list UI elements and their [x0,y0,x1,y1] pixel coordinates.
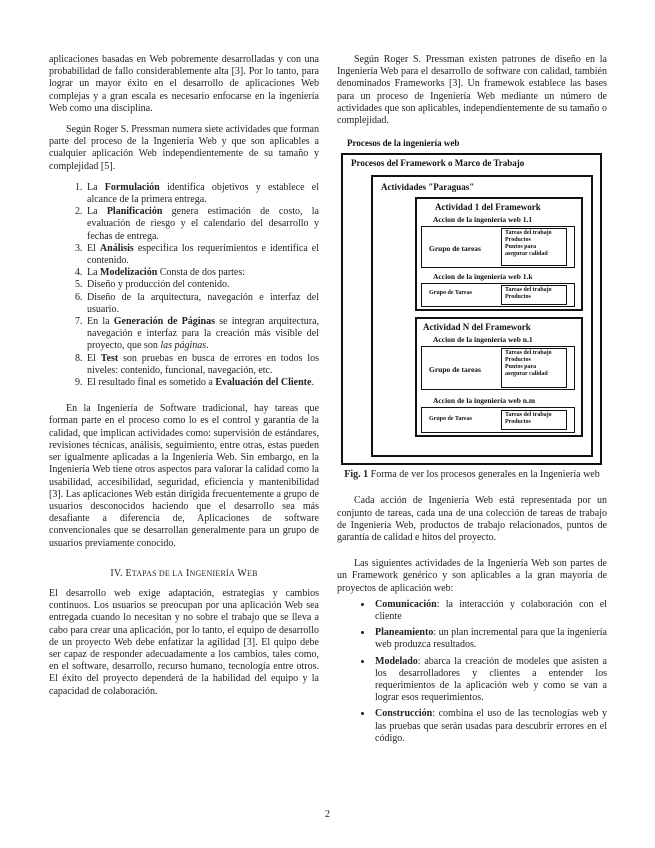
task-item: asegurar calidad [505,251,548,258]
right-column [337,54,607,749]
framework-process-label: Procesos del Framework o Marco de Trabajo [351,158,525,169]
list-item: 7. En la Generación de Páginas se integran arquitectura, navegación e interfaz para la creación más visible del proyecto, que son las páginas. [85,316,319,353]
task-item: Puntos para [505,364,537,371]
list-item: 4. La Modelización Consta de dos partes: [85,267,319,279]
left-column [49,54,319,698]
section-heading: IV. ETAPAS DE LA INGENIERÍA WEB [110,567,258,579]
paragraph: Las siguientes actividades de la Ingeniería Web son partes de un Framework genérico y son aplicables a la gran mayoría de proyectos de aplicación web: [337,558,607,594]
action-label: Accion de la ingeniería web 1.k [433,272,533,282]
list-item: 1. La Formulación identifica objetivos y establece el alcance de la primera entrega. [85,182,319,206]
task-item: asegurar calidad [505,371,548,378]
paragraph: En la Ingeniería de Software tradicional, hay tareas que forman parte en el proceso como lo es el control y garantía de la calidad, que implican actividades como: supervisión de estándares, revisiones técnicas, análisis, seguimiento, entre otras, estas pueden ser igualmente aplicadas a la Ingeniería Web. Sin embargo, en la Ingeniería Web tiene otros aspectos para valorar la calidad como la usabilidad, accesibilidad, seguridad, eficiencia y mantenibilidad [3]. Las aplicaciones Web están dirigida frecuentemente a grupo de usuarios desconocidos haciendo que el desarrollo sea más desafiante a diferencia de, Aplicaciones de software convencionales que se desarrollan generalmente para un grupo de usuarios previamente conocido. [49,403,319,549]
action-label: Accion de la ingeniería web n.1 [433,335,533,345]
action-label: Accion de la ingeniería web 1.1 [433,215,533,225]
action-label: Accion de la ingeniería web n.m [433,396,536,406]
list-item: 2. La Planificación genera estimación de costo, la evaluación de riesgo y el calendario del desarrollo y fechas de entrega. [85,206,319,243]
list-item: • Modelado: abarca la creación de modeles que asisten a los desarrolladores y clientes a entender los requerimientos de la aplicación web y como se van a lograr esos requerimientos. [373,656,607,705]
task-item: Productos [505,237,531,244]
list-item: • Construcción: combina el uso de las tecnologías web y las pruebas que serán usadas para descubrir errores en el código. [373,708,607,745]
task-group-label: Grupo de Tareas [429,416,472,423]
activity-1-label: Actividad 1 del Framework [435,202,541,213]
list-item: 6. Diseño de la arquitectura, navegación e interfaz del usuario. [85,292,319,316]
figure-title: Procesos de la ingeniería web [347,138,460,149]
task-item: Productos [505,294,531,301]
paragraph: Cada acción de Ingeniería Web está representada por un conjunto de tareas, cada una de una colección de tareas de trabajo de Ingeniería Web, productos de trabajo relacionados, puntos de garantía de calidad e hitos del proyecto. [337,495,607,544]
list-item: 3. El Análisis especifica los requerimientos e identifica el contenido. [85,243,319,267]
task-item: Productos [505,357,531,364]
task-item: Puntos para [505,244,537,251]
task-group-label: Grupo de tareas [429,244,481,254]
list-item: • Comunicación: la interacción y colaboración con el cliente [373,599,607,623]
list-item: 9. El resultado final es sometido a Evaluación del Cliente. [85,377,319,389]
task-item: Tareas del trabajo [505,412,552,419]
task-group-label: Grupo de Tareas [429,290,472,297]
list-item: • Planeamiento: un plan incremental para que la ingeniería web produzca resultados. [373,627,607,651]
task-group-label: Grupo de tareas [429,365,481,375]
umbrella-activities-label: Actividades "Paraguas" [381,182,475,193]
task-item: Tareas del trabajo [505,350,552,357]
task-item: Tareas del trabajo [505,287,552,294]
activity-n-label: Actividad N del Framework [423,322,531,333]
figure-caption: Fig. 1 Forma de ver los procesos generales en la Ingeniería web [344,469,600,481]
task-item: Tareas del trabajo [505,230,552,237]
framework-activities-list [337,599,607,745]
task-item: Productos [505,419,531,426]
paragraph: El desarrollo web exige adaptación, estrategias y cambios continuos. Los usuarios se preocupan por una aplicación Web sea entregada cuando lo necesitan y no sobre el trabajo que se lleva a cabo para crear una aplicación, por lo tanto, el equipo de desarrollo de un proyecto Web debe enfatizar la agilidad [3]. El quipo debe ser capaz de responder adecuadamente a los cambios, tales como, en el software, desarrollo, recurso humano, tecnología entre otros. El éxito del proyecto dependerá de la habilidad del equipo y la capacidad de colaboración. [49,587,319,697]
paragraph: Según Roger S. Pressman numera siete actividades que forman parte del proceso de la Ingeniería Web y que son aplicables a cualquier aplicación Web independientemente de su tamaño y complejidad [5]. [49,124,319,172]
activities-list [49,182,319,389]
paragraph: aplicaciones basadas en Web pobremente desarrolladas y con una probabilidad de fallo considerablemente alta [3]. Por lo tanto, para lograr un mayor éxito en el desarrollo de aplicaciones Web complejas y a gran escala es necesario enfocarse en la ingeniería Web como una disciplina. [49,54,319,114]
list-item: 5. Diseño y producción del contenido. [85,279,319,291]
list-item: 8. El Test son pruebas en busca de errores en todos los niveles: contenido, funcional, navegación, etc. [85,353,319,377]
paragraph: Según Roger S. Pressman existen patrones de diseño en la Ingeniería Web para el desarrollo de software con calidad, también denominados Frameworks [3]. Un framewok establece las bases para un proceso de Ingeniería Web mediante un número de actividades que son aplicables, independientemente de su tamaño o complejidad. [337,54,607,127]
figure-diagram [337,133,607,463]
page-number: 2 [325,809,330,820]
